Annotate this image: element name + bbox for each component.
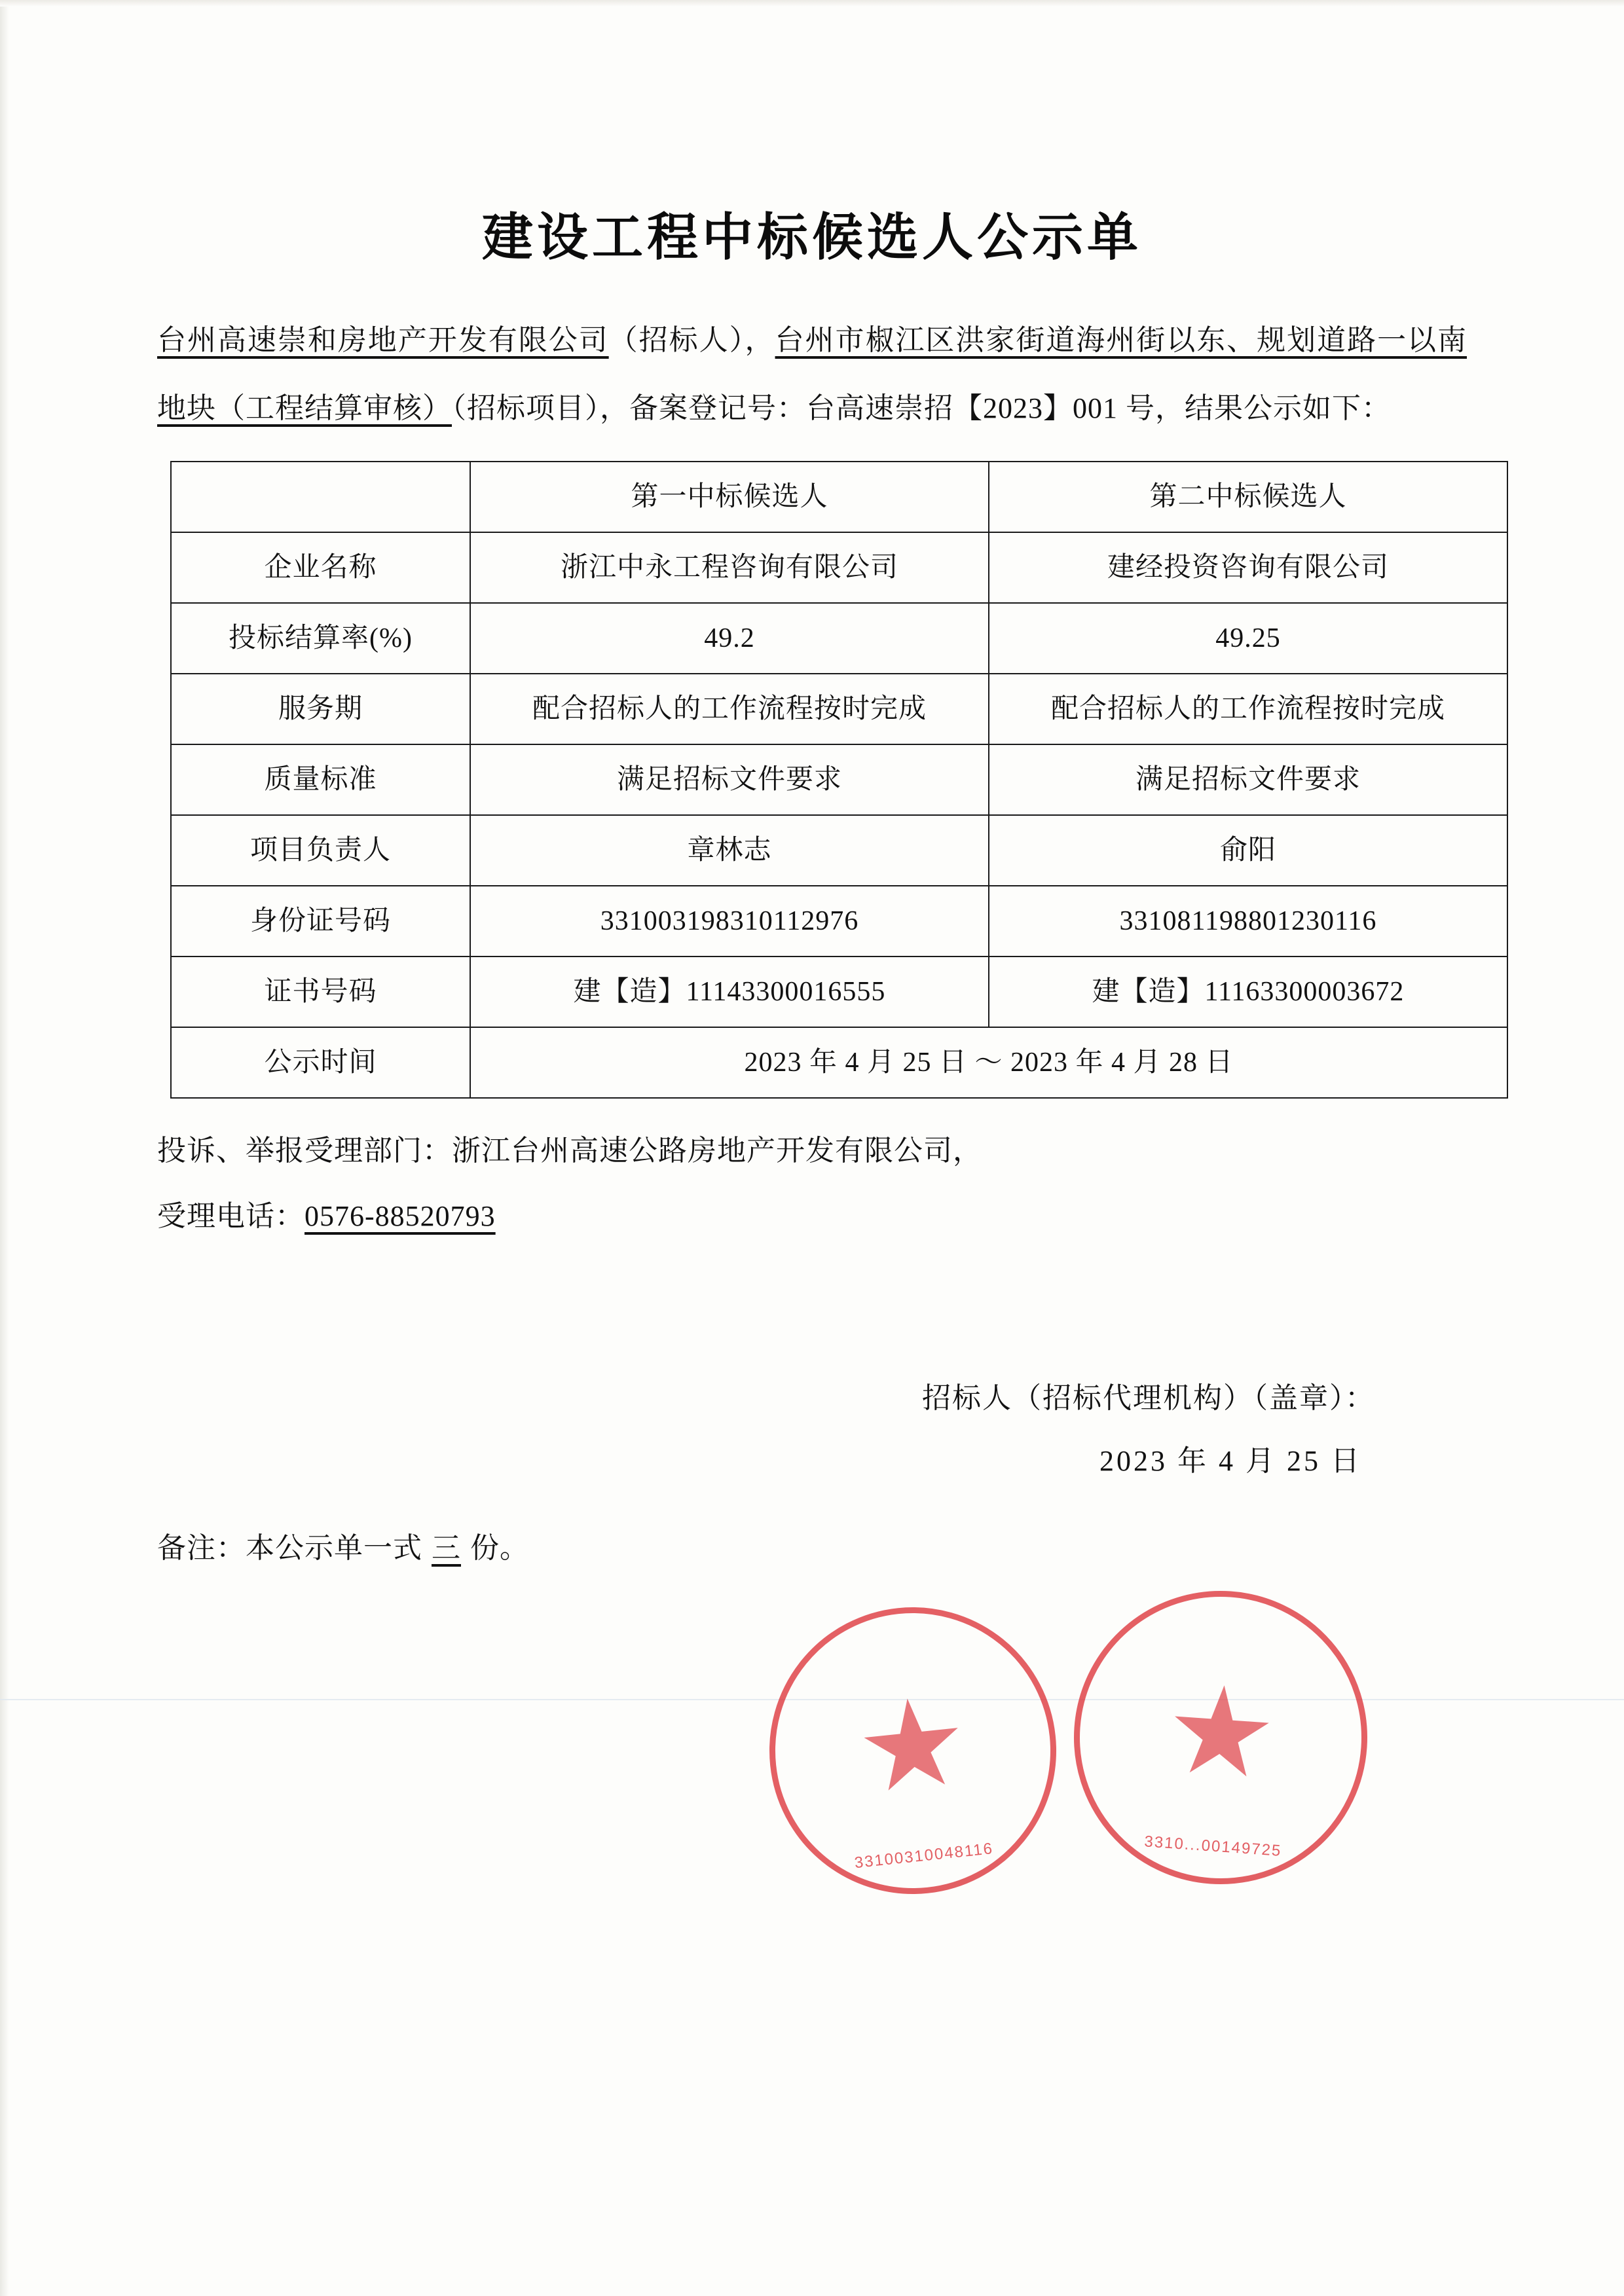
table-header-second: 第二中标候选人 — [989, 462, 1507, 532]
table-row — [171, 886, 1507, 957]
table-row — [171, 815, 1507, 886]
company-seal-icon — [1064, 1581, 1377, 1894]
tenderer-name: 台州高速崇和房地产开发有限公司 — [157, 324, 609, 356]
seal-star-icon — [858, 1694, 967, 1802]
seal-star-icon — [1168, 1682, 1273, 1787]
complaint-section — [157, 1118, 1467, 1249]
signature-date: 2023 年 4 月 25 日 — [1099, 1445, 1362, 1477]
row-value-first: 章林志 — [470, 815, 989, 886]
publicity-period-value: 2023 年 4 月 25 日 ～ 2023 年 4 月 28 日 — [470, 1027, 1507, 1098]
official-seal-icon — [755, 1593, 1070, 1908]
table-row — [171, 674, 1507, 744]
row-value-second: 满足招标文件要求 — [989, 744, 1507, 815]
remark-prefix: 备注：本公示单一式 — [157, 1532, 422, 1564]
row-value-second: 331081198801230116 — [989, 886, 1507, 957]
phone-label: 受理电话： — [157, 1200, 304, 1232]
remark-line — [157, 1524, 1467, 1566]
page-title: 建设工程中标候选人公示单 — [481, 208, 1142, 266]
project-name: 台州市椒江区洪家街道海州街以东、规划道路一以南地块（工程结算审核） — [157, 324, 1467, 424]
table-row — [171, 603, 1507, 674]
publicity-period-row — [171, 1027, 1507, 1098]
remark-suffix: 份。 — [470, 1532, 529, 1564]
row-label: 企业名称 — [171, 532, 470, 603]
table-row — [171, 744, 1507, 815]
row-value-second: 俞阳 — [989, 815, 1507, 886]
project-suffix: （招标项目），备案登记号：台高速崇招【2023】001 号，结果公示如下： — [452, 392, 1391, 424]
row-label: 投标结算率(%) — [171, 603, 470, 674]
row-value-first: 49.2 — [470, 603, 989, 674]
document-body — [157, 196, 1467, 1566]
row-value-second: 49.25 — [989, 603, 1507, 674]
seal-code: 3310...00149725 — [1143, 1832, 1283, 1860]
row-label: 身份证号码 — [171, 886, 470, 957]
tenderer-suffix: （招标人）， — [608, 324, 775, 356]
row-label: 质量标准 — [171, 744, 470, 815]
publicity-period-label: 公示时间 — [171, 1027, 470, 1098]
signature-block — [157, 1367, 1467, 1493]
row-value-first: 建【造】11143300016555 — [470, 957, 989, 1027]
table-header-row — [171, 462, 1507, 532]
table-row — [171, 957, 1507, 1027]
row-value-first: 满足招标文件要求 — [470, 744, 989, 815]
row-value-first: 浙江中永工程咨询有限公司 — [470, 532, 989, 603]
intro-paragraph — [157, 306, 1467, 443]
scan-edge-left — [0, 0, 9, 2296]
signature-label: 招标人（招标代理机构）（盖章）： — [922, 1382, 1375, 1414]
row-value-second: 建经投资咨询有限公司 — [989, 532, 1507, 603]
candidates-table — [170, 461, 1508, 1099]
row-label: 项目负责人 — [171, 815, 470, 886]
row-value-second: 配合招标人的工作流程按时完成 — [989, 674, 1507, 744]
scan-artifact-line — [0, 1699, 1624, 1700]
row-label: 证书号码 — [171, 957, 470, 1027]
complaint-department: 投诉、举报受理部门：浙江台州高速公路房地产开发有限公司， — [157, 1135, 982, 1167]
row-value-second: 建【造】11163300003672 — [989, 957, 1507, 1027]
seal-code: 33100310048116 — [853, 1840, 995, 1872]
row-label: 服务期 — [171, 674, 470, 744]
remark-count: 三 — [432, 1532, 461, 1564]
table-header-blank — [171, 462, 470, 532]
complaint-phone-line — [157, 1184, 1467, 1249]
row-value-first: 配合招标人的工作流程按时完成 — [470, 674, 989, 744]
phone-number: 0576-88520793 — [304, 1200, 496, 1232]
row-value-first: 331003198310112976 — [470, 886, 989, 957]
table-row — [171, 532, 1507, 603]
scan-edge-top — [0, 0, 1624, 7]
table-header-first: 第一中标候选人 — [470, 462, 989, 532]
